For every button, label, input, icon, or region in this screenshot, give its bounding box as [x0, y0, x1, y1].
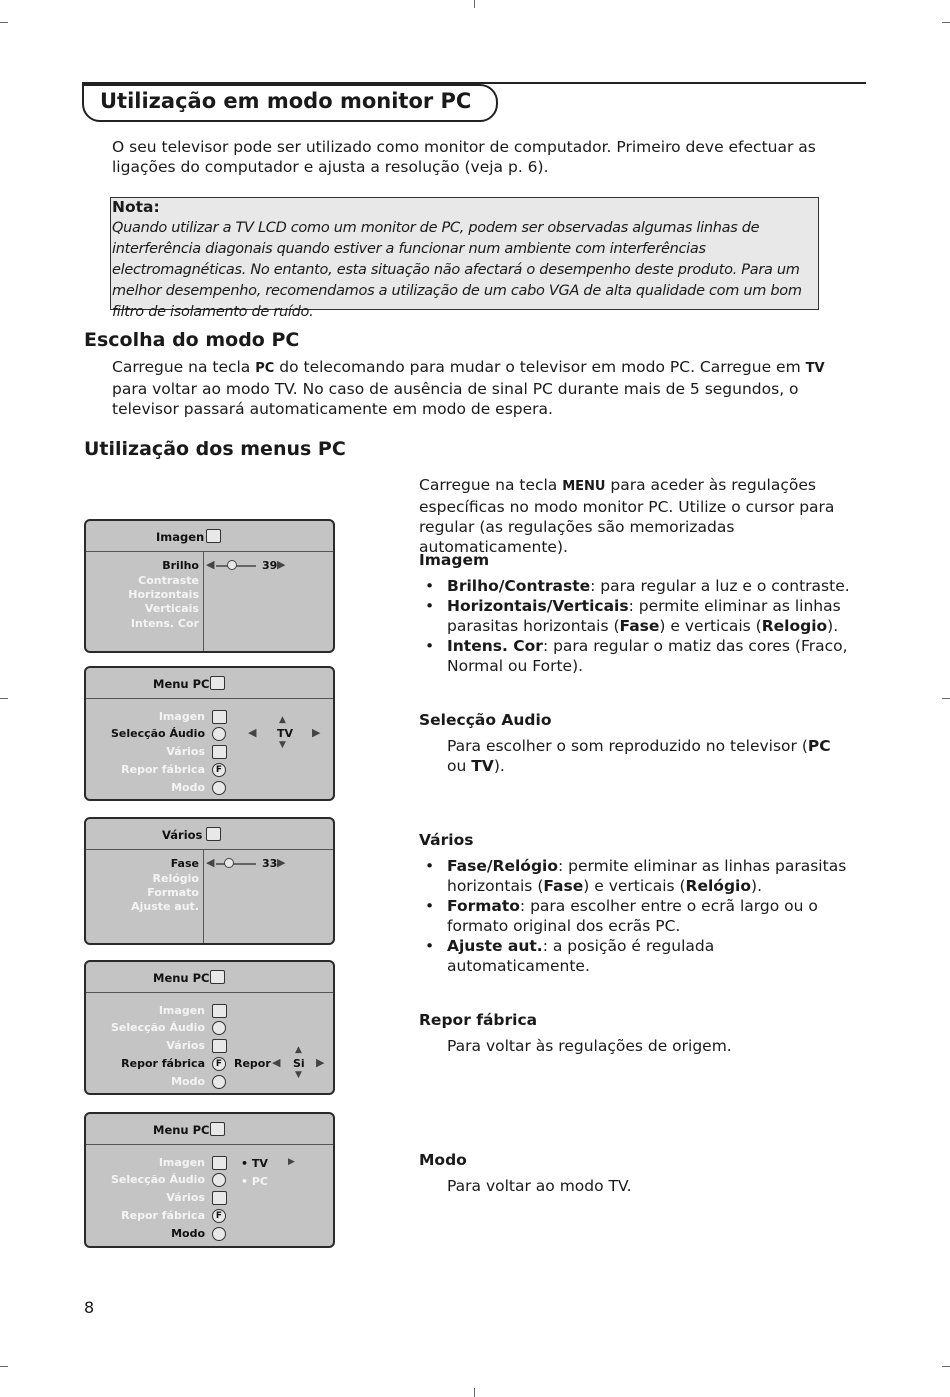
crop-mark	[942, 1366, 950, 1367]
section-heading-menus: Utilização dos menus PC	[84, 438, 346, 460]
right-arrow-icon[interactable]: ▶	[312, 726, 321, 739]
menu-item-contraste[interactable]: Contraste	[138, 574, 199, 587]
note-body: Quando utilizar a TV LCD como um monitor de PC, podem ser observadas algumas linhas de interferência diagonais quando estiver a funcionar num ambiente com interferências electromagnéticas. No entanto, esta situação não afectará o desempenho deste produto. Para um melhor desempenho, recomendamos a utilização de um cabo VGA de alta qualidade com um bom filtro de isolamento de ruído.	[112, 220, 802, 320]
list-item	[419, 936, 859, 976]
picture-icon	[212, 1156, 227, 1170]
page-number: 8	[84, 1298, 95, 1317]
menu-item-varios[interactable]: Vários	[166, 1191, 205, 1204]
left-arrow-icon[interactable]: ◀	[206, 856, 215, 869]
speaker-icon	[212, 1173, 226, 1187]
left-arrow-icon[interactable]: ◀	[272, 1056, 281, 1069]
down-arrow-icon[interactable]: ▼	[279, 740, 286, 750]
audio-heading: Selecção Audio	[419, 711, 552, 729]
term: Horizontais/Verticais	[447, 597, 629, 615]
menu-item-repor-fabrica[interactable]: Repor fábrica	[121, 1057, 205, 1070]
right-arrow-icon[interactable]: ▶	[277, 558, 286, 571]
up-arrow-icon[interactable]: ▲	[295, 1045, 302, 1055]
term: TV	[471, 757, 494, 775]
crop-mark	[474, 0, 475, 8]
crop-mark	[0, 22, 8, 23]
menu-title: Menu PC	[153, 677, 210, 691]
menu-item-repor-fabrica[interactable]: Repor fábrica	[121, 1209, 205, 1222]
menu-item-seleccao-audio[interactable]: Selecção Áudio	[110, 1173, 205, 1186]
menu-item-verticais[interactable]: Verticais	[144, 602, 199, 615]
menu-item-varios[interactable]: Vários	[166, 1039, 205, 1052]
note-heading: Nota:	[112, 198, 160, 216]
factory-reset-icon: F	[212, 763, 226, 777]
menu-item-modo[interactable]: Modo	[171, 1227, 205, 1240]
menu-item-varios[interactable]: Vários	[166, 745, 205, 758]
text-span: : a posição é regulada automaticamente.	[447, 937, 715, 975]
varios-heading: Vários	[419, 831, 474, 849]
osd-varios-menu	[84, 817, 335, 945]
left-arrow-icon[interactable]: ◀	[206, 558, 215, 571]
menu-title: Menu PC	[153, 1123, 210, 1137]
misc-icon	[212, 1039, 227, 1053]
term: Intens. Cor	[447, 637, 543, 655]
list-item	[419, 596, 859, 636]
menu-header	[86, 521, 333, 552]
osd-imagen-menu	[84, 519, 335, 653]
left-arrow-icon[interactable]: ◀	[248, 726, 257, 739]
right-arrow-icon[interactable]: ▶	[316, 1056, 325, 1069]
tv-menu-icon	[210, 1122, 225, 1136]
key-menu: MENU	[562, 479, 606, 494]
menu-item-seleccao-audio[interactable]: Selecção Áudio	[110, 1021, 205, 1034]
varios-list	[419, 856, 859, 976]
audio-value: TV	[277, 727, 294, 740]
term: Ajuste aut.	[447, 937, 543, 955]
text-span: : para regular a luz e o contraste.	[590, 577, 850, 595]
menu-item-imagen[interactable]: Imagen	[158, 1156, 205, 1169]
menu-item-formato[interactable]: Formato	[147, 886, 199, 899]
slider-knob[interactable]	[227, 560, 237, 570]
text-span: Carregue na tecla	[112, 358, 256, 376]
list-item	[419, 636, 859, 676]
crop-mark	[942, 22, 950, 23]
menus-intro-text	[419, 475, 859, 557]
repor-text: Para voltar às regulações de origem.	[447, 1037, 732, 1055]
menu-title: Vários	[162, 828, 203, 842]
text-span: : permite eliminar as linhas parasitas horizontais (	[447, 857, 847, 895]
term: Fase/Relógio	[447, 857, 559, 875]
right-arrow-icon[interactable]: ▶	[277, 856, 286, 869]
factory-reset-icon: F	[212, 1057, 226, 1071]
text-span: do telecomando para mudar o televisor em modo PC. Carregue em	[274, 358, 806, 376]
osd-pc-menu-repor	[84, 960, 335, 1095]
text-span: para aceder às regulações específicas no modo monitor PC. Utilize o cursor para regular (as regulações são memorizadas automaticamente).	[419, 476, 835, 556]
menu-item-relogio[interactable]: Relógio	[152, 872, 199, 885]
menu-item-horizontais[interactable]: Horizontais	[128, 588, 199, 601]
menu-header	[86, 962, 333, 993]
osd-pc-menu-audio	[84, 666, 335, 801]
mode-globe-icon	[212, 1227, 226, 1241]
misc-icon	[212, 1191, 227, 1205]
picture-icon	[212, 710, 227, 724]
mode-option-tv[interactable]: • TV	[241, 1157, 268, 1170]
pc-mode-text	[112, 357, 857, 419]
key-pc: PC	[255, 361, 275, 376]
text-span: ou	[447, 757, 472, 775]
text-span: ) e verticais (	[583, 877, 686, 895]
intro-text: O seu televisor pode ser utilizado como monitor de computador. Primeiro deve efectuar as ligações do computador e ajusta a resolução (veja p. 6).	[112, 138, 816, 176]
slider-knob[interactable]	[224, 858, 234, 868]
menu-title: Imagen	[156, 530, 205, 544]
page-title: Utilização em modo monitor PC	[100, 89, 472, 113]
factory-reset-icon: F	[212, 1209, 226, 1223]
menu-item-modo[interactable]: Modo	[171, 1075, 205, 1088]
term: Relógio	[685, 877, 752, 895]
menu-item-imagen[interactable]: Imagen	[158, 710, 205, 723]
repor-label: Repor	[234, 1057, 271, 1070]
menu-item-brilho[interactable]: Brilho	[162, 559, 199, 572]
text-span: ) e verticais (	[659, 617, 762, 635]
mode-globe-icon	[212, 1075, 226, 1089]
text-span: : para escolher entre o ecrã largo ou o formato original dos ecrãs PC.	[447, 897, 818, 935]
speaker-icon	[212, 1021, 226, 1035]
crop-mark	[942, 698, 950, 699]
term: Formato	[447, 897, 520, 915]
menu-divider	[203, 551, 204, 651]
section-heading-pc-mode: Escolha do modo PC	[84, 329, 300, 351]
term: Fase	[543, 877, 584, 895]
imagem-heading: Imagem	[419, 551, 490, 569]
term: Brilho/Contraste	[447, 577, 591, 595]
text-span: : para regular o matiz das cores (Fraco, Normal ou Forte).	[447, 637, 848, 675]
menu-title: Menu PC	[153, 971, 210, 985]
menu-header	[86, 819, 333, 850]
menu-item-imagen[interactable]: Imagen	[158, 1004, 205, 1017]
misc-icon	[212, 745, 227, 759]
text-span: ).	[751, 877, 762, 895]
right-arrow-icon[interactable]: ▶	[288, 1157, 295, 1167]
menu-item-intens-cor[interactable]: Intens. Cor	[130, 617, 199, 630]
menu-header	[86, 1114, 333, 1145]
text-span: ).	[827, 617, 839, 635]
audio-text	[447, 736, 847, 776]
slider-value: 39	[262, 559, 278, 572]
term: Fase	[619, 617, 660, 635]
text-span: : permite eliminar as linhas parasitas horizontais (	[447, 597, 841, 635]
menu-item-ajuste-aut[interactable]: Ajuste aut.	[131, 900, 199, 913]
list-item	[419, 896, 859, 936]
menu-item-seleccao-audio[interactable]: Selecção Áudio	[110, 727, 205, 740]
imagem-list	[419, 576, 859, 676]
speaker-icon	[212, 727, 226, 741]
text-span: para voltar ao modo TV. No caso de ausência de sinal PC durante mais de 5 segundos, o televisor passará automaticamente em modo de espera.	[112, 380, 799, 418]
crop-mark	[0, 698, 8, 699]
menu-item-modo[interactable]: Modo	[171, 781, 205, 794]
picture-icon	[212, 1004, 227, 1018]
misc-icon	[206, 827, 221, 841]
crop-mark	[0, 1366, 8, 1367]
osd-pc-menu-modo	[84, 1112, 335, 1248]
text-span: Carregue na tecla	[419, 476, 563, 494]
list-item	[419, 576, 859, 596]
tv-menu-icon	[210, 970, 225, 984]
term: PC	[807, 737, 831, 755]
up-arrow-icon[interactable]: ▲	[279, 715, 286, 725]
phase-slider[interactable]	[216, 863, 256, 865]
menu-item-repor-fabrica[interactable]: Repor fábrica	[121, 763, 205, 776]
mode-option-pc[interactable]: • PC	[241, 1175, 268, 1188]
picture-icon	[206, 529, 221, 543]
modo-text: Para voltar ao modo TV.	[447, 1177, 632, 1195]
repor-value: Si	[293, 1057, 305, 1070]
text-span: Para escolher o som reproduzido no televisor (	[447, 737, 808, 755]
mode-globe-icon	[212, 781, 226, 795]
repor-heading: Repor fábrica	[419, 1011, 538, 1029]
menu-item-fase[interactable]: Fase	[170, 857, 199, 870]
crop-mark	[474, 1388, 475, 1397]
text-span: ).	[493, 757, 505, 775]
tv-menu-icon	[210, 676, 225, 690]
slider-value: 33	[262, 857, 278, 870]
list-item	[419, 856, 859, 896]
modo-heading: Modo	[419, 1151, 467, 1169]
key-tv: TV	[805, 361, 825, 376]
menu-divider	[203, 849, 204, 943]
down-arrow-icon[interactable]: ▼	[295, 1070, 302, 1080]
menu-header	[86, 668, 333, 699]
term: Relogio	[761, 617, 828, 635]
